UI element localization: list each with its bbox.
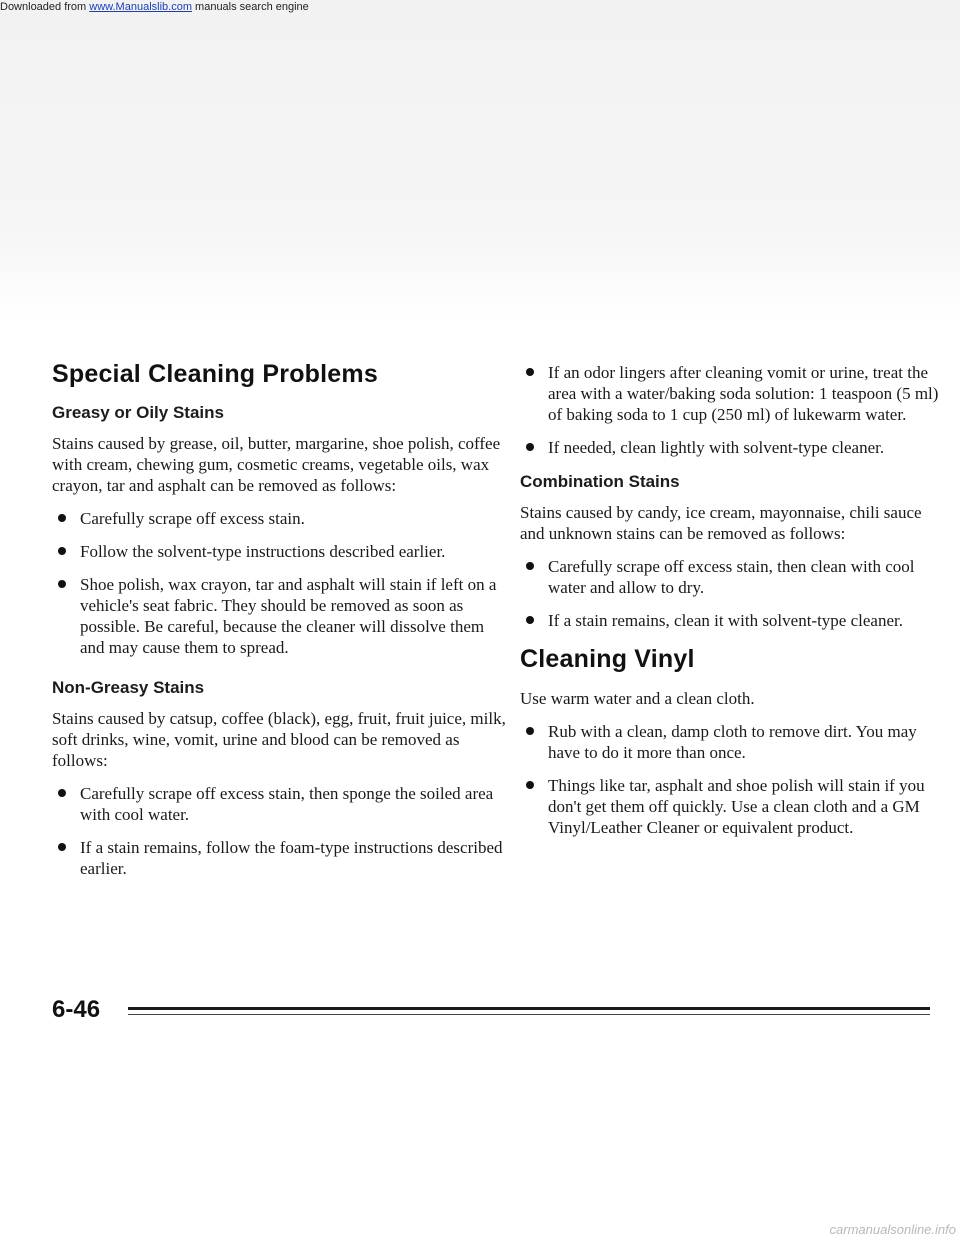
footer-rule-thin xyxy=(128,1014,930,1015)
list-item: Carefully scrape off excess stain. xyxy=(52,508,512,529)
list-item: Things like tar, asphalt and shoe polish will stain if you don't get them off quickly. Use a clean cloth and a GM Vinyl/Leather Cleaner or equivalent product. xyxy=(520,775,940,838)
manualslib-link[interactable]: www.Manualslib.com xyxy=(89,1,192,13)
list-item: Rub with a clean, damp cloth to remove dirt. You may have to do it more than once. xyxy=(520,721,940,763)
heading-combination-stains: Combination Stains xyxy=(520,472,680,491)
heading-greasy-stains: Greasy or Oily Stains xyxy=(52,403,224,422)
odor-list xyxy=(520,362,940,458)
bullet-icon xyxy=(526,781,534,789)
bullet-icon xyxy=(58,843,66,851)
bullet-icon xyxy=(526,616,534,624)
nongreasy-list xyxy=(52,783,512,879)
combination-intro: Stains caused by candy, ice cream, mayonnaise, chili sauce and unknown stains can be removed as follows: xyxy=(520,503,922,543)
greasy-intro: Stains caused by grease, oil, butter, margarine, shoe polish, coffee with cream, chewing gum, cosmetic creams, vegetable oils, wax crayon, tar and asphalt can be removed as follows: xyxy=(52,434,501,495)
bullet-icon xyxy=(526,443,534,451)
list-item: If an odor lingers after cleaning vomit or urine, treat the area with a water/baking soda solution: 1 teaspoon (5 ml) of baking soda to 1 cup (250 ml) of lukewarm water. xyxy=(520,362,940,425)
left-column xyxy=(52,360,512,893)
page-number: 6-46 xyxy=(52,996,101,1023)
nongreasy-intro: Stains caused by catsup, coffee (black), egg, fruit, fruit juice, milk, soft drinks, wine, vomit, urine and blood can be removed as follows: xyxy=(52,709,506,770)
bullet-icon xyxy=(58,580,66,588)
list-item: Carefully scrape off excess stain, then sponge the soiled area with cool water. xyxy=(52,783,512,825)
vinyl-intro: Use warm water and a clean cloth. xyxy=(520,689,755,708)
vinyl-list xyxy=(520,721,940,838)
right-column xyxy=(520,362,940,852)
footer-rule xyxy=(128,1007,930,1010)
section-title-cleaning-vinyl: Cleaning Vinyl xyxy=(520,645,695,673)
bullet-icon xyxy=(58,789,66,797)
section-title-special-cleaning: Special Cleaning Problems xyxy=(52,360,378,388)
bullet-icon xyxy=(526,562,534,570)
bullet-icon xyxy=(526,368,534,376)
bullet-icon xyxy=(58,547,66,555)
bullet-icon xyxy=(58,514,66,522)
list-item: If needed, clean lightly with solvent-type cleaner. xyxy=(520,437,940,458)
list-item: If a stain remains, clean it with solvent-type cleaner. xyxy=(520,610,940,631)
greasy-list xyxy=(52,508,512,658)
heading-non-greasy-stains: Non-Greasy Stains xyxy=(52,678,205,697)
combination-list xyxy=(520,556,940,631)
list-item: If a stain remains, follow the foam-type instructions described earlier. xyxy=(52,837,512,879)
list-item: Carefully scrape off excess stain, then clean with cool water and allow to dry. xyxy=(520,556,940,598)
download-watermark: Downloaded from www.Manualslib.com manuals search engine xyxy=(0,1,309,13)
site-watermark: carmanualsonline.info xyxy=(829,1222,956,1237)
list-item: Shoe polish, wax crayon, tar and asphalt will stain if left on a vehicle's seat fabric. They should be removed as soon as possible. Be careful, because the cleaner will dissolve them and may cause them to spread. xyxy=(52,574,512,658)
bullet-icon xyxy=(526,727,534,735)
list-item: Follow the solvent-type instructions described earlier. xyxy=(52,541,512,562)
